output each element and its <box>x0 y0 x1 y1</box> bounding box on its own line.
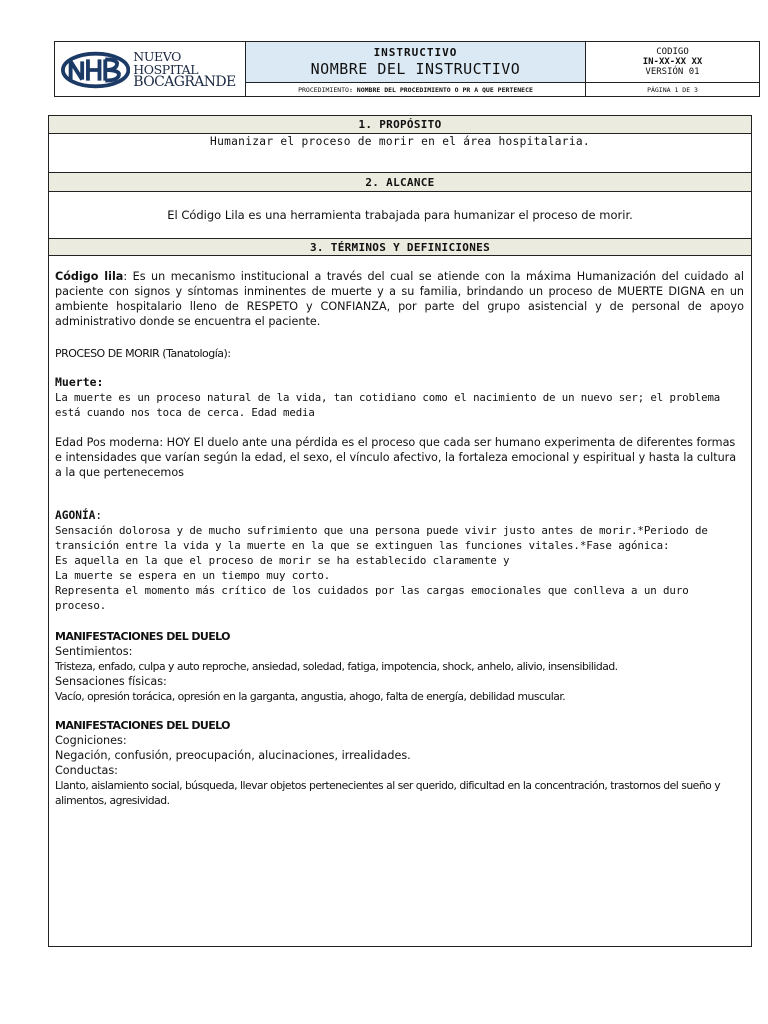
edad-pos-moderna-text: Edad Pos moderna: HOY El duelo ante una pérdida es el proceso que cada ser humano experimenta de diferentes formas e intensidades que varían según la edad, el sexo, el vínculo afectivo, la fortaleza emocional y espiritual y hasta la cultura a la que pertenecemos <box>55 436 737 479</box>
cogniciones-label: Cogniciones: <box>55 734 127 747</box>
procedure-value: : NOMBRE DEL PROCEDIMIENTO O PR A QUE PERTENECE <box>348 86 533 94</box>
code-value: IN-XX-XX XX <box>642 57 703 67</box>
agonia-text <box>55 523 744 613</box>
muerte-text: La muerte es un proceso natural de la vida, tan cotidiano como el nacimiento de un nuevo ser; el problema está cuando nos toca de cerca. Edad media <box>55 391 721 419</box>
section-terms-title: 3. TÉRMINOS Y DEFINICIONES <box>49 239 751 256</box>
codigo-lila-text: : Es un mecanismo institucional a través del cual se atiende con la máxima Humanización del cuidado al paciente con signos y síntomas inminentes de muerte y a su familia, brindando un proceso de MUERTE DIGNA en un ambiente hospitalario lleno de RESPETO y CONFIANZA, por parte del grupo asistencial y de personal de apoyo administrativo donde se encuentra el paciente. <box>55 270 744 328</box>
code-label: CODIGO <box>656 47 689 57</box>
agonia-line: La muerte se espera en un tiempo muy corto. <box>55 569 331 582</box>
logo-cell <box>55 42 246 97</box>
agonia-label: AGONÍA <box>55 509 96 522</box>
logo-text <box>133 50 245 89</box>
agonia-line: Es aquella en la que el proceso de morir se ha establecido claramente y <box>55 554 510 567</box>
section-purpose-title: 1. PROPÓSITO <box>49 116 751 134</box>
procedure-label: PROCEDIMIENTO <box>298 86 349 94</box>
title-cell <box>246 42 586 83</box>
scope-text: El Código Lila es una herramienta trabajada para humanizar el proceso de morir. <box>167 208 633 222</box>
hospital-logo-icon <box>61 51 130 89</box>
conductas-label: Conductas: <box>55 764 118 777</box>
proceso-morir-heading: PROCESO DE MORIR (Tanatología): <box>55 347 231 360</box>
sentimientos-text: Tristeza, enfado, culpa y auto reproche, ansiedad, soledad, fatiga, impotencia, shock, anhelo, alivio, insensibilidad. <box>55 660 618 673</box>
sentimientos-label: Sentimientos: <box>55 645 133 658</box>
page-number: PÁGINA 1 DE 3 <box>647 86 698 94</box>
content-table <box>48 115 752 947</box>
codigo-lila-paragraph <box>55 269 744 329</box>
logo-line-1: NUEVO HOSPITAL <box>133 49 199 77</box>
agonia-line: Sensación dolorosa y de mucho sufrimiento que una persona puede vivir justo antes de morir.*Periodo de transición entre la vida y la muerte en la que se extinguen las funciones vitales.*Fase agónica: <box>55 524 708 552</box>
document-name: NOMBRE DEL INSTRUCTIVO <box>310 60 521 78</box>
procedure-cell <box>246 83 586 97</box>
logo-line-2: BOCAGRANDE <box>133 74 236 90</box>
cogniciones-text: Negación, confusión, preocupación, alucinaciones, irrealidades. <box>55 749 411 762</box>
sensaciones-text: Vacío, opresión torácica, opresión en la garganta, angustia, ahogo, falta de energía, debilidad muscular. <box>55 690 566 703</box>
muerte-label: Muerte: <box>55 375 104 389</box>
agonia-line: Representa el momento más crítico de los cuidados por las cargas emocionales que conlleva a un duro proceso. <box>55 584 689 612</box>
version-label: VERSIÓN 01 <box>645 67 700 77</box>
codigo-lila-label: Código lila <box>55 270 124 283</box>
terms-body <box>55 269 744 808</box>
conductas-text: Llanto, aislamiento social, búsqueda, llevar objetos pertenecientes al ser querido, dificultad en la concentración, trastornos del sueño y alimentos, agresividad. <box>55 779 721 807</box>
sensaciones-label: Sensaciones físicas: <box>55 675 167 688</box>
document-type: INSTRUCTIVO <box>373 46 458 59</box>
purpose-text: Humanizar el proceso de morir en el área hospitalaria. <box>210 135 590 148</box>
agonia-colon: : <box>95 509 103 522</box>
manifestaciones-title: MANIFESTACIONES DEL DUELO <box>55 719 230 732</box>
section-scope-title: 2. ALCANCE <box>49 173 751 192</box>
manifestaciones-title: MANIFESTACIONES DEL DUELO <box>55 630 230 643</box>
code-cell <box>586 42 759 83</box>
agonia-heading <box>55 508 744 523</box>
document-header <box>54 41 760 97</box>
